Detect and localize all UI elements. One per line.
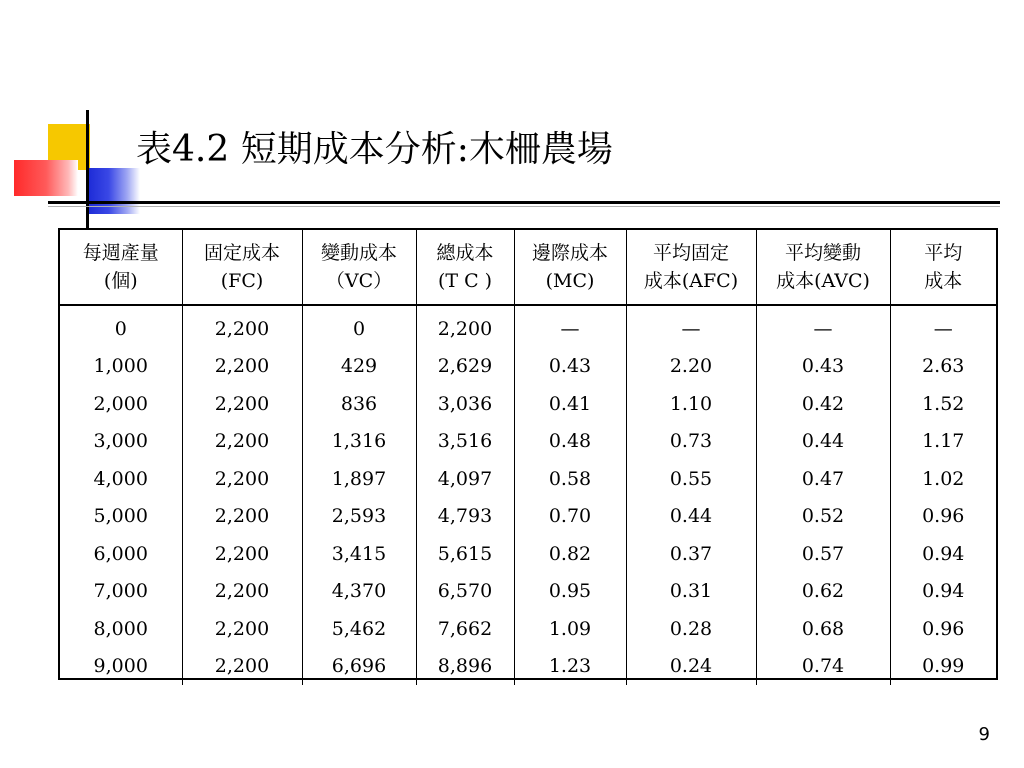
title-underline-shadow [48, 206, 1000, 207]
table-cell: 6,696 [302, 648, 416, 686]
blue-square-decoration [88, 168, 140, 214]
table-cell: 0.95 [514, 573, 626, 611]
table-cell: 0.24 [626, 648, 756, 686]
table-cell: 2,200 [182, 460, 302, 498]
table-cell: 1,000 [60, 348, 182, 386]
table-cell: 0.48 [514, 423, 626, 461]
slide-title: 表4.2 短期成本分析:木柵農場 [136, 129, 613, 170]
title-underline [48, 201, 1000, 204]
table-cell: 0.28 [626, 610, 756, 648]
table-row [60, 305, 996, 348]
table-row [60, 648, 996, 686]
table-cell: 0.55 [626, 460, 756, 498]
table-cell: 0.58 [514, 460, 626, 498]
table-cell: 0.37 [626, 535, 756, 573]
table-cell: 0.94 [922, 542, 965, 565]
table-cell: 0.47 [756, 460, 890, 498]
header-cell: 平均變動 成本(AVC) [756, 230, 890, 305]
table-cell: 0.52 [756, 498, 890, 536]
table-cell: 0.41 [514, 385, 626, 423]
table-cell: 4,370 [302, 573, 416, 611]
table-cell: 0.73 [626, 423, 756, 461]
table-cell: — [626, 305, 756, 348]
table-row [60, 385, 996, 423]
table-cell: 0.62 [756, 573, 890, 611]
table-cell: 2,200 [182, 573, 302, 611]
table-cell: 2,200 [182, 498, 302, 536]
table-cell: 2,200 [182, 305, 302, 348]
table-cell: 0 [302, 305, 416, 348]
table-cell: 2.20 [626, 348, 756, 386]
table-cell: 0.42 [756, 385, 890, 423]
table-cell: 6,000 [60, 535, 182, 573]
table-cell: 0.44 [626, 498, 756, 536]
table-cell: 2.63 [922, 355, 965, 378]
table-cell: 0.94 [922, 580, 965, 603]
table-cell: 0.70 [514, 498, 626, 536]
header-cell: 總成本 (T C ) [416, 230, 514, 305]
table-row [60, 423, 996, 461]
table-body [60, 305, 996, 685]
table-cell: 2,200 [416, 305, 514, 348]
table-cell: 1.52 [922, 392, 965, 415]
header-cell: 平均 成本 [890, 230, 996, 305]
vertical-rule [86, 110, 89, 230]
table-cell: 1.10 [626, 385, 756, 423]
header-cell: 固定成本 (FC) [182, 230, 302, 305]
table-cell: 0.57 [756, 535, 890, 573]
table-cell: 1.09 [514, 610, 626, 648]
table-cell: 0 [60, 305, 182, 348]
table-cell: 4,097 [416, 460, 514, 498]
table-cell: 8,896 [416, 648, 514, 686]
table-cell: 3,415 [302, 535, 416, 573]
table-cell: 2,200 [182, 348, 302, 386]
table-row [60, 348, 996, 386]
table-row [60, 460, 996, 498]
table-cell: 0.99 [922, 655, 965, 678]
table-cell: 0.82 [514, 535, 626, 573]
table-cell: — [756, 305, 890, 348]
table-cell: 836 [302, 385, 416, 423]
table-cell: 429 [302, 348, 416, 386]
table-cell: 0.44 [756, 423, 890, 461]
table-cell: 6,570 [416, 573, 514, 611]
table-cell: 2,200 [182, 610, 302, 648]
cost-table-frame [58, 228, 998, 680]
table-cell: 4,793 [416, 498, 514, 536]
table-cell: 3,036 [416, 385, 514, 423]
table-cell: 1.23 [514, 648, 626, 686]
table-cell: 2,200 [182, 423, 302, 461]
table-cell: 7,662 [416, 610, 514, 648]
header-cell: 變動成本 （VC） [302, 230, 416, 305]
table-cell: 8,000 [60, 610, 182, 648]
table-cell: 7,000 [60, 573, 182, 611]
table-cell: 5,462 [302, 610, 416, 648]
page-number: 9 [978, 724, 990, 745]
table-cell: — [514, 305, 626, 348]
header-cell: 邊際成本 (MC) [514, 230, 626, 305]
table-cell: 3,000 [60, 423, 182, 461]
table-header-row [60, 230, 996, 305]
table-row [60, 498, 996, 536]
slide-decoration [0, 0, 140, 230]
table-cell: 5,615 [416, 535, 514, 573]
table-cell: 0.96 [922, 505, 965, 528]
table-cell: 1,316 [302, 423, 416, 461]
table-cell: 2,629 [416, 348, 514, 386]
table-cell: 1.17 [922, 430, 965, 453]
table-cell: 4,000 [60, 460, 182, 498]
table-cell: 0.31 [626, 573, 756, 611]
table-cell: 1,897 [302, 460, 416, 498]
table-cell: 2,000 [60, 385, 182, 423]
table-cell: 0.96 [922, 617, 965, 640]
header-cell: 每週產量 (個) [60, 230, 182, 305]
table-row [60, 573, 996, 611]
red-square-decoration [14, 160, 78, 196]
table-cell: 3,516 [416, 423, 514, 461]
table-cell: 2,200 [182, 385, 302, 423]
header-cell: 平均固定 成本(AFC) [626, 230, 756, 305]
table-cell: 5,000 [60, 498, 182, 536]
table-cell: 9,000 [60, 648, 182, 686]
table-cell: 0.43 [514, 348, 626, 386]
table-cell: 0.68 [756, 610, 890, 648]
cost-table [60, 230, 996, 685]
table-cell: 2,593 [302, 498, 416, 536]
table-row [60, 535, 996, 573]
table-row [60, 610, 996, 648]
table-cell: 1.02 [922, 467, 965, 490]
table-cell: 0.43 [756, 348, 890, 386]
table-cell: 0.74 [756, 648, 890, 686]
table-cell: 2,200 [182, 535, 302, 573]
table-cell: 2,200 [182, 648, 302, 686]
table-cell: — [933, 317, 953, 340]
